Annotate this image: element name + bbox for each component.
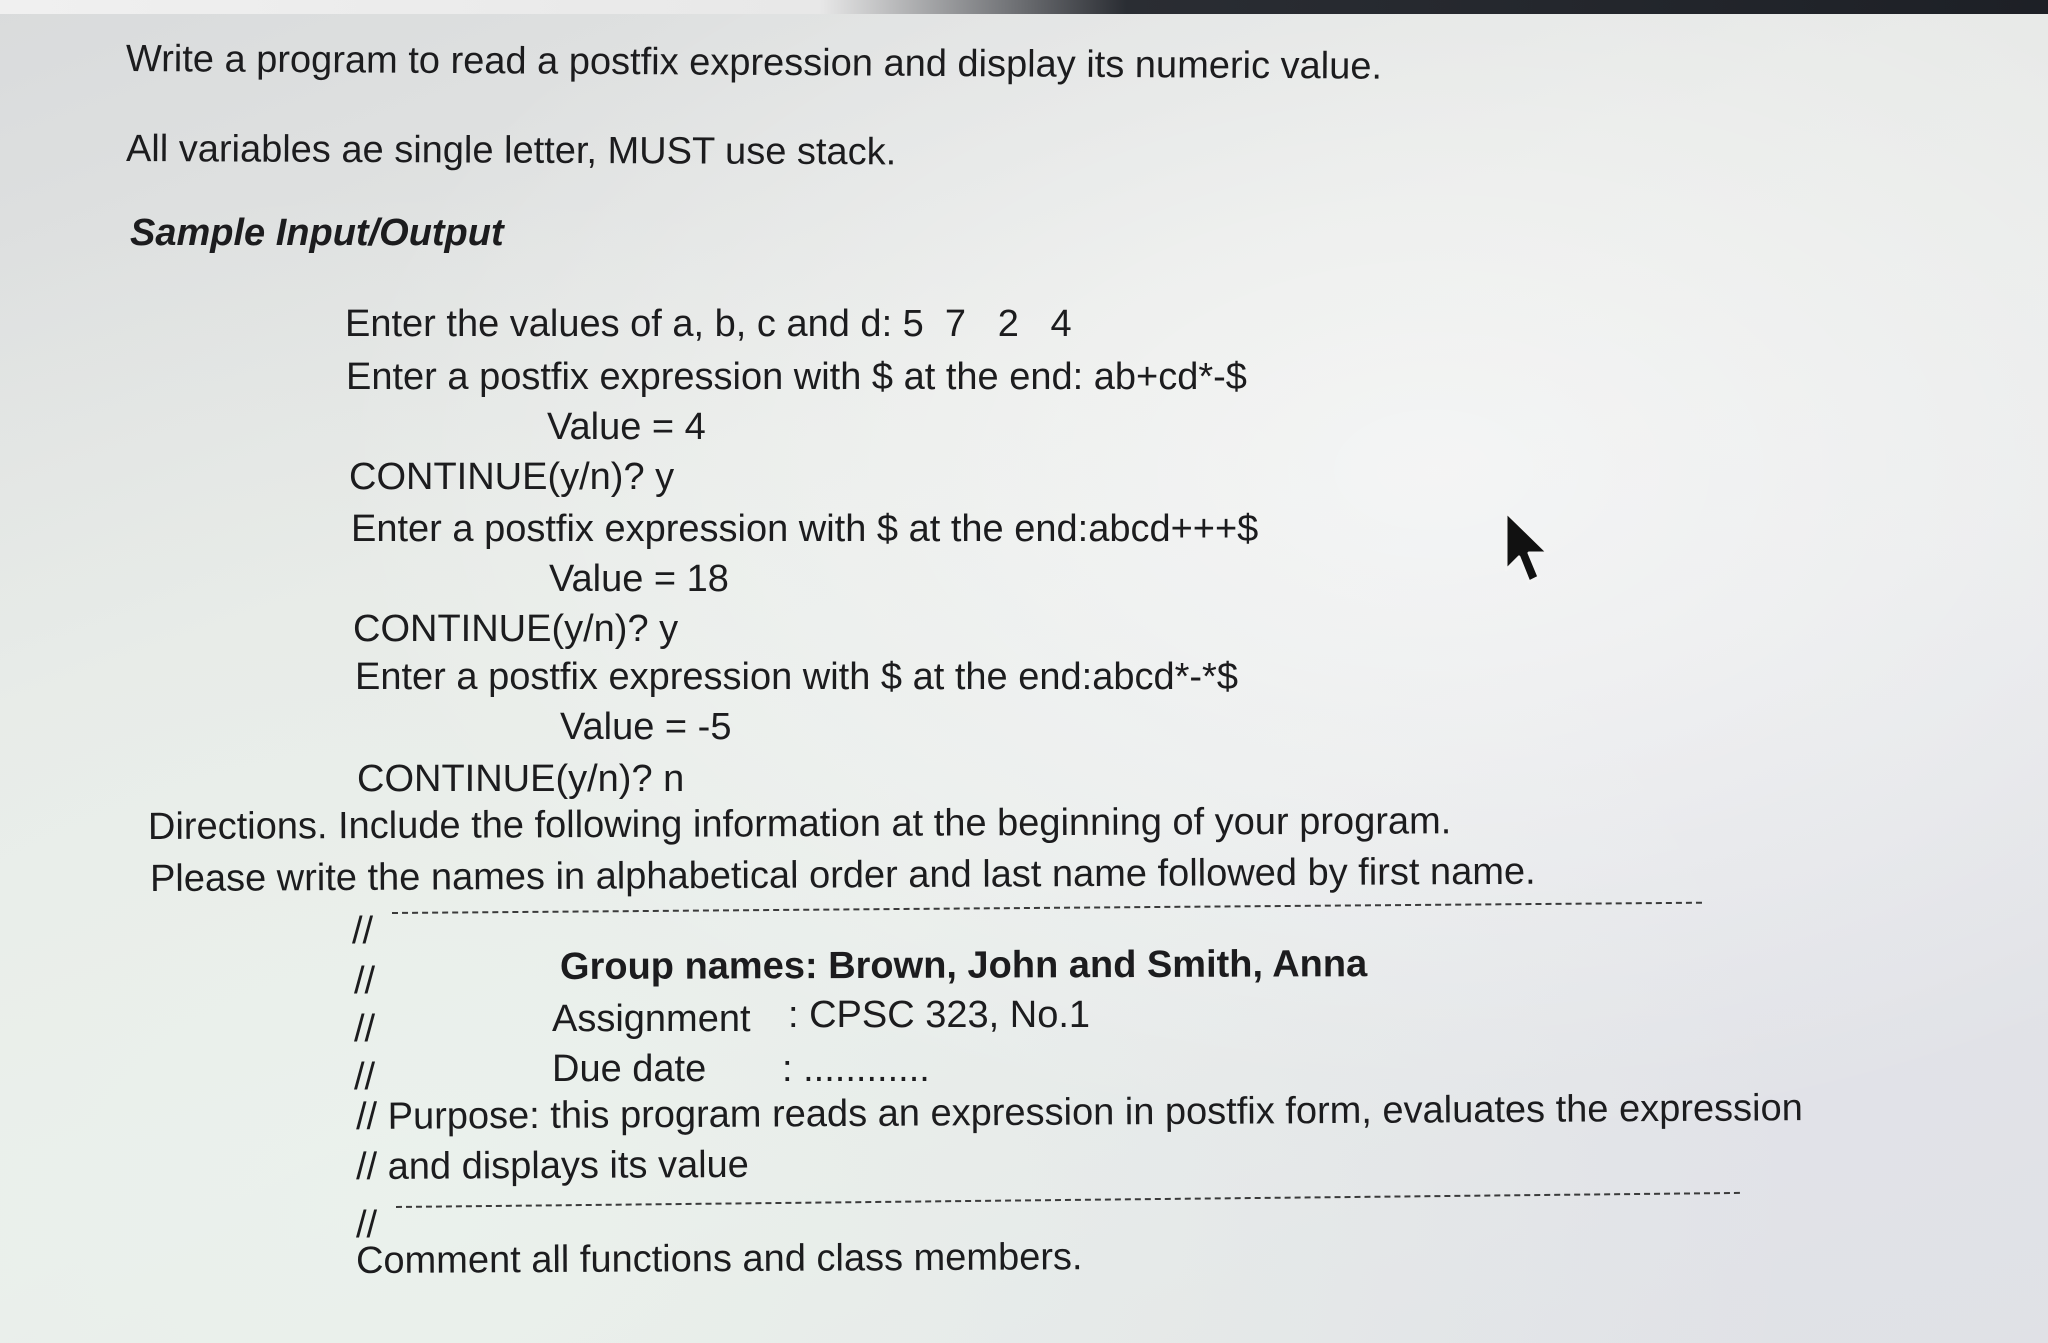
sample-line-continue-1: CONTINUE(y/n)? y bbox=[349, 456, 675, 498]
dashed-rule-bottom bbox=[396, 1192, 1740, 1208]
sample-line-expression-3: Enter a postfix expression with $ at the end:abcd*-*$ bbox=[355, 656, 1238, 698]
task-line-1: Write a program to read a postfix expression and display its numeric value. bbox=[125, 38, 1383, 88]
task-line-2: All variables ae single letter, MUST use stack. bbox=[125, 128, 897, 174]
due-date-label: Due date bbox=[552, 1048, 707, 1090]
comment-slashes-bottom: // bbox=[356, 1204, 378, 1246]
sample-line-value-1: Value = 4 bbox=[547, 406, 706, 448]
mouse-pointer-icon bbox=[1502, 510, 1558, 590]
comment-slashes-top: // bbox=[352, 910, 374, 952]
sample-line-continue-2: CONTINUE(y/n)? y bbox=[353, 608, 679, 650]
directions-line-2: Please write the names in alphabetical order and last name followed by first name. bbox=[149, 850, 1536, 900]
due-date-value: : ............ bbox=[782, 1048, 930, 1090]
sample-line-input-values: Enter the values of a, b, c and d: 5 7 2 4 bbox=[345, 303, 1072, 345]
comment-slashes-due: // bbox=[354, 1056, 376, 1098]
sample-line-expression-2: Enter a postfix expression with $ at the end:abcd+++$ bbox=[351, 508, 1259, 550]
directions-line-1: Directions. Include the following information at the beginning of your program. bbox=[147, 800, 1452, 848]
assignment-value: : CPSC 323, No.1 bbox=[788, 994, 1091, 1036]
purpose-line-2: // and displays its value bbox=[355, 1143, 749, 1188]
comment-slashes-group: // bbox=[354, 960, 376, 1002]
sample-heading: Sample Input/Output bbox=[130, 212, 504, 254]
sample-line-value-2: Value = 18 bbox=[549, 558, 729, 600]
dashed-rule-top bbox=[392, 902, 1702, 914]
comment-note: Comment all functions and class members. bbox=[355, 1236, 1083, 1282]
sample-line-continue-3: CONTINUE(y/n)? n bbox=[357, 758, 685, 800]
assignment-label: Assignment bbox=[552, 998, 751, 1040]
sample-line-expression-1: Enter a postfix expression with $ at the end: ab+cd*-$ bbox=[346, 356, 1247, 398]
sample-line-value-3: Value = -5 bbox=[560, 706, 732, 748]
group-names: Group names: Brown, John and Smith, Anna bbox=[559, 943, 1368, 988]
comment-slashes-assignment: // bbox=[354, 1008, 376, 1050]
purpose-line-1: // Purpose: this program reads an expression in postfix form, evaluates the expression bbox=[355, 1087, 1803, 1138]
